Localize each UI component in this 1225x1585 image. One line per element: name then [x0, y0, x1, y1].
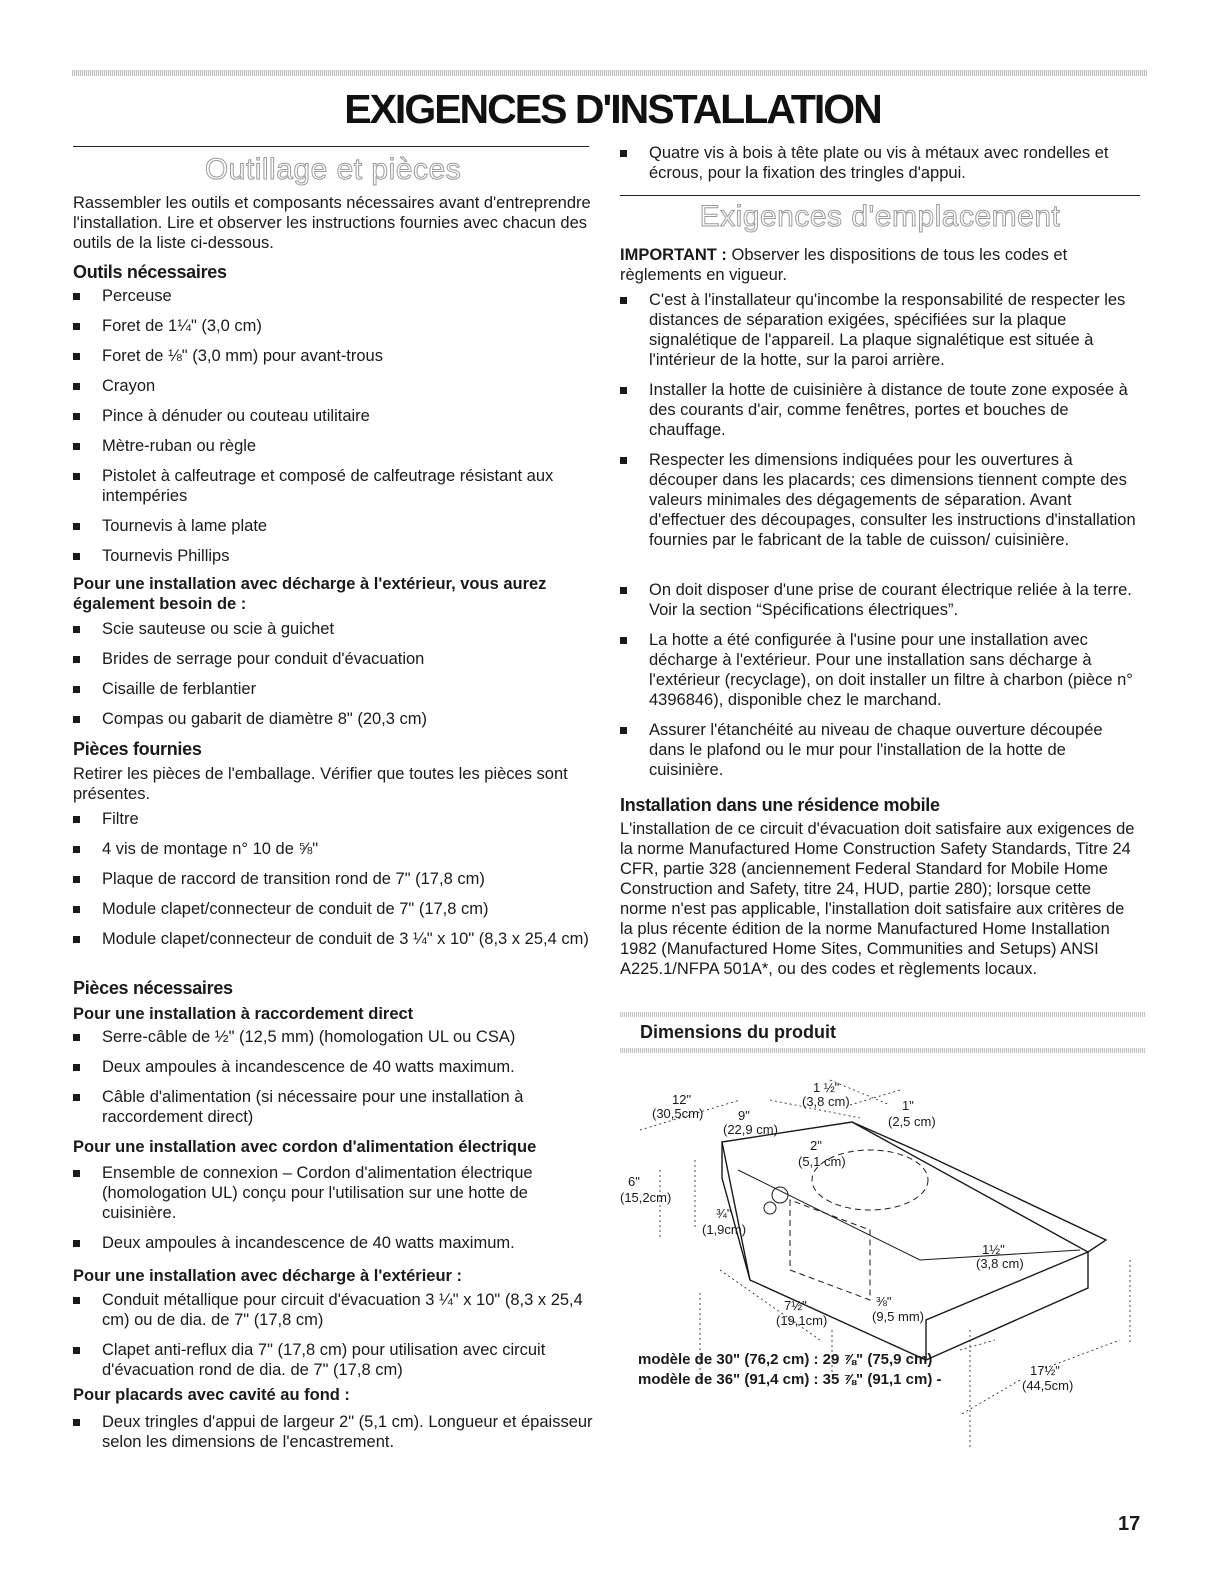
bullet-icon [73, 1419, 80, 1426]
bullet-icon [73, 523, 80, 530]
label-3-8cm: (3,8 cm) [802, 1094, 850, 1109]
list-item-text: Deux ampoules à incandescence de 40 watts maximum. [102, 1234, 515, 1252]
mobile-heading: Installation dans une résidence mobile [620, 795, 940, 815]
list-item [620, 630, 1140, 710]
list-item-text: Deux tringles d'appui de largeur 2" (5,1 cm). Longueur et épaisseur selon les dimensions de l'encastrement. [102, 1413, 593, 1451]
label-1-5in: 1 ½" [813, 1080, 840, 1095]
list-item-text: Tournevis à lame plate [102, 517, 268, 535]
list-item [620, 580, 1140, 620]
list-item-text: Foret de 1¼" (3,0 cm) [102, 317, 262, 335]
label-7-5in: 7½" [784, 1298, 807, 1313]
list-item-text: Brides de serrage pour conduit d'évacuation [102, 650, 425, 668]
bullet-icon [73, 1064, 80, 1071]
list-item [73, 1412, 593, 1452]
label-12in: 12" [672, 1092, 692, 1107]
label-2in: 2" [810, 1138, 822, 1153]
list-item [73, 1027, 593, 1047]
bullet-icon [73, 1094, 80, 1101]
list-item [620, 380, 1140, 440]
label-3-8cm-right: (3,8 cm) [976, 1256, 1024, 1271]
label-30-5cm: (30,5cm) [652, 1106, 704, 1121]
list-item-text: Installer la hotte de cuisinière à distance de toute zone exposée à des courants d'air, comme fenêtres, portes et bouches de chauffage. [649, 381, 1128, 439]
important-text: Observer les dispositions de tous les codes et règlements en vigueur. [620, 246, 1068, 284]
list-item [620, 290, 1140, 370]
list-item-text: C'est à l'installateur qu'incombe la responsabilité de respecter les distances de séparation exigées, spécifiées sur la plaque signalétique de l'appareil. La plaque signalétique est située à l'intérieur de la hotte, sur la paroi arrière. [649, 291, 1126, 369]
direct-heading: Pour une installation à raccordement direct [73, 1005, 414, 1023]
list-item-text: Conduit métallique pour circuit d'évacuation 3 ¼" x 10" (8,3 x 25,4 cm) ou de dia. de 7" (17,8 cm) [102, 1291, 583, 1329]
bullet-icon [73, 323, 80, 330]
list-item-text: Assurer l'étanchéité au niveau de chaque ouverture découpée dans le plafond ou le mur pour l'installation de la hotte de cuisinière. [649, 721, 1103, 779]
section-rule [620, 195, 1140, 196]
bullet-icon [73, 553, 80, 560]
list-item [73, 286, 593, 306]
list-item [73, 1290, 593, 1330]
bullet-icon [73, 443, 80, 450]
list-item-text: Filtre [102, 810, 139, 828]
page-title: EXIGENCES D'INSTALLATION [344, 86, 881, 132]
label-3-8in: ⅜" [876, 1294, 892, 1309]
important-paragraph [620, 245, 1140, 285]
list-item-text: 4 vis de montage n° 10 de ⅝" [102, 840, 319, 858]
bullet-icon [620, 727, 627, 734]
model-36-dimension: modèle de 36" (91,4 cm) : 35 ⅞" (91,1 cm) - [638, 1371, 942, 1388]
product-dimensions-diagram [620, 1060, 1145, 1450]
label-44-5cm: (44,5cm) [1022, 1378, 1074, 1393]
bullet-icon [73, 876, 80, 883]
section-title-tools: Outillage et pièces [204, 153, 462, 186]
bullet-icon [73, 1170, 80, 1177]
list-item [73, 466, 593, 506]
list-item-text: Module clapet/connecteur de conduit de 7" (17,8 cm) [102, 900, 489, 918]
exhaust-heading: Pour une installation avec décharge à l'extérieur : [73, 1267, 463, 1285]
label-9in: 9" [738, 1108, 750, 1123]
label-3-4in: ¾" [716, 1206, 732, 1221]
list-item [73, 869, 593, 889]
list-item [73, 839, 593, 859]
list-item-text: Deux ampoules à incandescence de 40 watts maximum. [102, 1058, 515, 1076]
bullet-icon [73, 626, 80, 633]
bullet-icon [620, 637, 627, 644]
label-1in: 1" [902, 1098, 914, 1113]
section-rule [73, 146, 589, 147]
bullet-icon [620, 297, 627, 304]
dim-line [850, 1090, 900, 1105]
bullet-icon [73, 1034, 80, 1041]
list-item [620, 720, 1140, 780]
label-15-2cm: (15,2cm) [620, 1190, 672, 1205]
exterior-heading: Pour une installation avec décharge à l'extérieur, vous aurez également besoin de : [73, 575, 547, 613]
band-stripe-bottom [620, 1048, 1145, 1053]
bullet-icon [73, 383, 80, 390]
needed-heading: Pièces nécessaires [73, 978, 233, 998]
list-item [73, 376, 593, 396]
supplied-heading: Pièces fournies [73, 739, 202, 759]
important-label: IMPORTANT : [620, 246, 727, 264]
list-item-text: Module clapet/connecteur de conduit de 3 ¼" x 10" (8,3 x 25,4 cm) [102, 930, 589, 948]
bullet-icon [73, 656, 80, 663]
knockout-circle [764, 1202, 776, 1214]
label-19-1cm: (19,1cm) [776, 1313, 828, 1328]
list-item [73, 1087, 593, 1127]
list-item: Quatre vis à bois à tête plate ou vis à métaux avec rondelles et écrous, pour la fixation des tringles d'appui. [620, 143, 1140, 183]
section-title-location: Exigences d'emplacement [699, 200, 1061, 233]
knockout-circle [772, 1187, 788, 1203]
bullet-icon [73, 686, 80, 693]
list-item [73, 1163, 593, 1223]
intro-paragraph: Rassembler les outils et composants nécessaires avant d'entreprendre l'installation. Lire et observer les instructions fournies avec chacun des outils de la liste ci-dessous. [73, 194, 591, 252]
bullet-icon [73, 906, 80, 913]
list-item [73, 346, 593, 366]
list-item-text: Crayon [102, 377, 156, 395]
list-item [73, 929, 593, 949]
list-item [620, 450, 1140, 550]
list-item [73, 899, 593, 919]
list-item [73, 709, 593, 729]
dimensions-heading: Dimensions du produit [640, 1022, 836, 1042]
bullet-icon [620, 150, 627, 157]
list-item [73, 1340, 593, 1380]
label-22-9cm: (22,9 cm) [723, 1122, 778, 1137]
list-item-text: Compas ou gabarit de diamètre 8" (20,3 cm) [102, 710, 428, 728]
list-item-text: La hotte a été configurée à l'usine pour une installation avec décharge à l'extérieur. Pour une installation sans décharge à l'extérieur (recyclage), on doit installer un filtre à charbon (pièce n° 4396846), disponible chez le marchand. [649, 631, 1133, 709]
list-item-text: Scie sauteuse ou scie à guichet [102, 620, 335, 638]
list-item [73, 316, 593, 336]
list-item [73, 516, 593, 536]
model-30-dimension: modèle de 30" (76,2 cm) : 29 ⅞" (75,9 cm) [638, 1351, 933, 1368]
label-5-1cm: (5,1 cm) [798, 1154, 846, 1169]
list-item-text: Mètre-ruban ou règle [102, 437, 257, 455]
label-1-9cm: (1,9cm) [702, 1222, 747, 1237]
list-item-text: Respecter les dimensions indiquées pour les ouvertures à découper dans les placards; ces dimensions tiennent compte des valeurs minimales des dégagements de séparation. Avant d'effectuer des découpages, consulter les instructions d'installation fournies par le fabricant de la table de cuisson/ cuisinière. [649, 451, 1136, 549]
list-item [73, 679, 593, 699]
bullet-icon [73, 716, 80, 723]
hood-inner-edge [738, 1170, 1080, 1260]
bullet-icon [73, 846, 80, 853]
supplied-intro: Retirer les pièces de l'emballage. Vérifier que toutes les pièces sont présentes. [73, 765, 568, 803]
bullet-icon [73, 1240, 80, 1247]
list-item [73, 619, 593, 639]
list-item [73, 809, 593, 829]
list-item [73, 1233, 593, 1253]
list-item [73, 546, 593, 566]
mobile-paragraph: L'installation de ce circuit d'évacuation doit satisfaire aux exigences de la norme Manufactured Home Construction Safety Standards, Titre 24 CFR, partie 328 (anciennement Federal Standard for Mobile Home Construction and Safety, titre 24, HUD, partie 280); lorsque cette norme n'est pas applicable, l'installation doit satisfaire aux critères de la plus récente édition de la norme Manufactured Home Installation 1982 (Manufactured Home Sites, Communities and Setups) ANSI A225.1/NFPA 501A*, ou des codes et règlements locaux. [620, 820, 1135, 978]
dim-line [960, 1340, 995, 1350]
bullet-icon [73, 1297, 80, 1304]
list-item [73, 436, 593, 456]
list-item-text: Serre-câble de ½" (12,5 mm) (homologation UL ou CSA) [102, 1028, 516, 1046]
bullet-icon [620, 457, 627, 464]
list-item-text: Cisaille de ferblantier [102, 680, 257, 698]
list-item-text: Foret de ⅛" (3,0 mm) pour avant-trous [102, 347, 383, 365]
bullet-icon [73, 816, 80, 823]
label-2-5cm: (2,5 cm) [888, 1114, 936, 1129]
cabinet-heading: Pour placards avec cavité au fond : [73, 1386, 350, 1404]
list-item-text: Tournevis Phillips [102, 547, 230, 565]
bullet-icon [73, 293, 80, 300]
label-9-5mm: (9,5 mm) [872, 1309, 924, 1324]
label-1-5in-right: 1½" [982, 1242, 1005, 1257]
dim-line [960, 1380, 1020, 1415]
list-item-text: Plaque de raccord de transition rond de 7" (17,8 cm) [102, 870, 485, 888]
label-17-5in: 17½" [1030, 1363, 1060, 1378]
hood-top-edge [852, 1122, 1106, 1252]
bullet-icon [73, 1347, 80, 1354]
list-item-text: Câble d'alimentation (si nécessaire pour une installation à raccordement direct) [102, 1088, 524, 1126]
bullet-icon [73, 353, 80, 360]
label-6in: 6" [628, 1174, 640, 1189]
page-number: 17 [1118, 1513, 1141, 1535]
bullet-icon [73, 413, 80, 420]
list-item-text: Clapet anti-reflux dia 7" (17,8 cm) pour utilisation avec circuit d'évacuation rond de dia. de 7" (17,8 cm) [102, 1341, 546, 1379]
bullet-icon [73, 936, 80, 943]
bullet-icon [620, 587, 627, 594]
dimensions-band [620, 1012, 1145, 1052]
list-item-text: Perceuse [102, 287, 172, 305]
bullet-icon [73, 473, 80, 480]
list-item-text: On doit disposer d'une prise de courant électrique reliée à la terre. Voir la section “Spécifications électriques”. [649, 581, 1132, 619]
list-item [73, 649, 593, 669]
list-item-text: Ensemble de connexion – Cordon d'alimentation électrique (homologation UL) conçu pour l'utilisation sur une hotte de cuisinière. [102, 1164, 533, 1222]
list-item [73, 1057, 593, 1077]
bullet-icon [620, 387, 627, 394]
list-item-text: Pistolet à calfeutrage et composé de calfeutrage résistant aux intempéries [102, 467, 554, 505]
band-stripe-top [620, 1012, 1145, 1017]
list-item [73, 406, 593, 426]
top-rule [72, 70, 1147, 76]
list-item-text: Pince à dénuder ou couteau utilitaire [102, 407, 370, 425]
tools-heading: Outils nécessaires [73, 262, 227, 282]
cord-heading: Pour une installation avec cordon d'alimentation électrique [73, 1138, 537, 1156]
